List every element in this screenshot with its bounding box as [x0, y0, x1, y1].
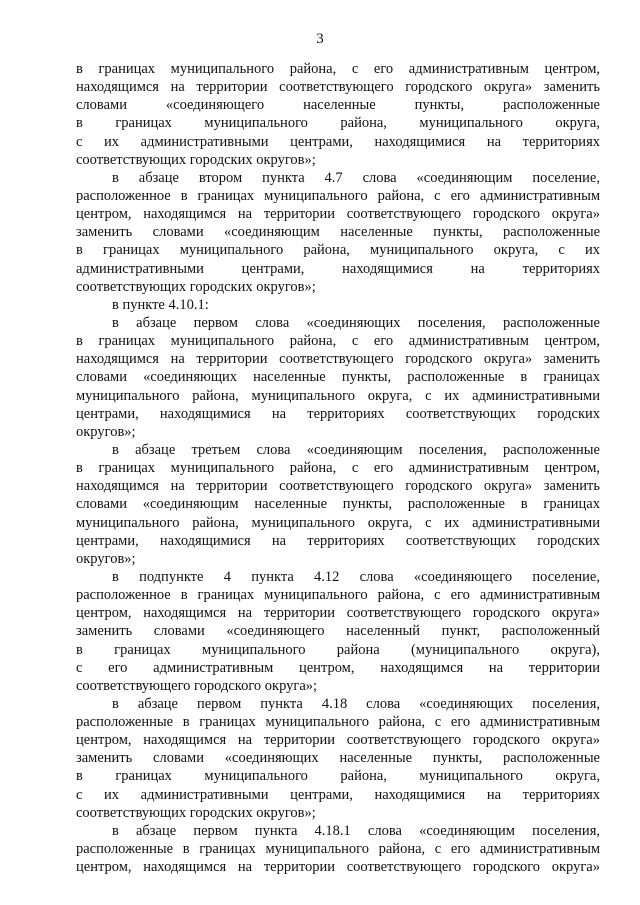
- page-number: 3: [316, 31, 324, 47]
- paragraph: [76, 314, 600, 441]
- text-line: заменить словами «соединяющим населенные пункты, расположенные: [76, 224, 600, 241]
- text-line: округов»;: [76, 423, 136, 440]
- text-line: в пункте 4.10.1:: [112, 296, 209, 313]
- text-line: муниципального района, муниципального округа, с их административными: [76, 387, 600, 404]
- text-line: находящимся на территории соответствующего городского округа» заменить: [76, 351, 600, 368]
- text-line: находящимся на территории соответствующего городского округа» заменить: [76, 478, 600, 495]
- text-line: в абзаце первом пункта 4.18.1 слова «соединяющим поселения,: [112, 822, 600, 839]
- text-line: в абзаце третьем слова «соединяющим поселения, расположенные: [112, 441, 600, 458]
- text-line: заменить словами «соединяющих населенные пункты, расположенные: [76, 750, 600, 767]
- text-line: административными центрами, находящимися на территориях: [76, 260, 600, 277]
- text-line: в границах муниципального района, с его административным центром,: [76, 61, 600, 77]
- paragraph: [76, 822, 600, 876]
- text-line: расположенное в границах муниципального района, с его административным: [76, 587, 600, 604]
- text-line: расположенные в границах муниципального района, с его административным: [76, 714, 600, 731]
- text-line: центром, находящимся на территории соответствующего городского округа»: [76, 605, 600, 622]
- text-line: в границах муниципального района, с его административным центром,: [76, 333, 600, 350]
- paragraph: [76, 568, 600, 695]
- text-line: в границах муниципального района, с его административным центром,: [76, 460, 600, 477]
- text-line: в границах муниципального района, муниципального округа, с их: [76, 242, 600, 259]
- text-line: заменить словами «соединяющего населенный пункт, расположенный: [76, 623, 600, 640]
- paragraph: [76, 695, 600, 822]
- paragraph: [76, 169, 600, 296]
- text-line: соответствующих городских округов»;: [76, 278, 316, 295]
- text-line: центрами, находящимися на территориях соответствующих городских: [76, 405, 600, 422]
- text-line: с их административными центрами, находящимися на территориях: [76, 786, 600, 803]
- text-line: находящимся на территории соответствующего городского округа» заменить: [76, 79, 600, 96]
- text-line: соответствующего городского округа»;: [76, 677, 318, 694]
- text-line: словами «соединяющих населенные пункты, расположенные в границах: [76, 369, 600, 386]
- text-line: расположенные в границах муниципального района, с его административным: [76, 841, 600, 858]
- text-line: с их административными центрами, находящимися на территориях: [76, 133, 600, 150]
- paragraph: [76, 441, 600, 568]
- text-line: с его административным центром, находящимся на территории: [76, 659, 600, 676]
- text-line: в абзаце первом слова «соединяющих поселения, расположенные: [112, 314, 600, 331]
- text-line: расположенное в границах муниципального района, с его административным: [76, 187, 600, 204]
- text-line: словами «соединяющего населенные пункты, расположенные: [76, 97, 600, 114]
- text-line: центром, находящимся на территории соответствующего городского округа»: [76, 206, 600, 223]
- text-line: в границах муниципального района (муниципального округа),: [76, 641, 600, 658]
- text-line: словами «соединяющим населенные пункты, расположенные в границах: [76, 496, 600, 513]
- text-line: муниципального района, муниципального округа, с их административными: [76, 514, 600, 531]
- text-line: в подпункте 4 пункта 4.12 слова «соединяющего поселение,: [112, 568, 600, 585]
- text-line: центрами, находящимися на территориях соответствующих городских: [76, 532, 600, 549]
- text-line: центром, находящимся на территории соответствующего городского округа»: [76, 732, 600, 749]
- document-body: [76, 60, 600, 876]
- text-line: в абзаце первом пункта 4.18 слова «соединяющих поселения,: [112, 695, 600, 712]
- text-line: в границах муниципального района, муниципального округа,: [76, 115, 600, 132]
- text-line: в абзаце втором пункта 4.7 слова «соединяющим поселение,: [112, 169, 600, 186]
- text-line: округов»;: [76, 550, 136, 567]
- paragraph: [76, 296, 600, 314]
- paragraph: [76, 60, 600, 169]
- text-line: соответствующих городских округов»;: [76, 804, 316, 821]
- text-line: соответствующих городских округов»;: [76, 151, 316, 168]
- text-line: центром, находящимся на территории соответствующего городского округа»: [76, 859, 600, 876]
- text-line: в границах муниципального района, муниципального округа,: [76, 768, 600, 785]
